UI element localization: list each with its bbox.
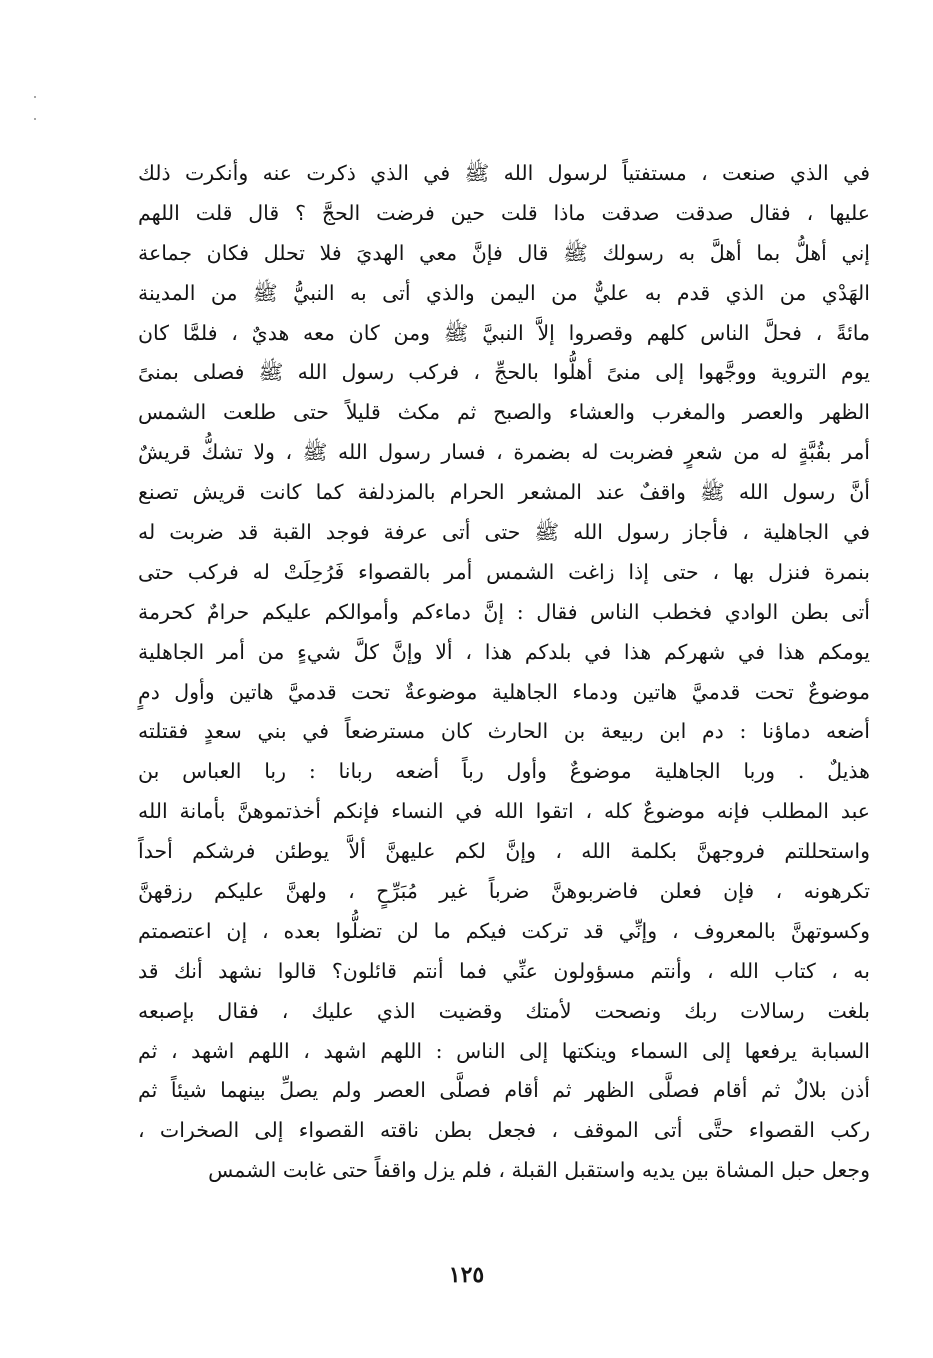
- scan-speck: [34, 96, 36, 98]
- text-line: بلغت رسالات ربك ونصحت لأمتك وقضيت الذي عليك ، فقال بإصبعه: [138, 998, 870, 1023]
- page-number: ١٢٥: [448, 1262, 485, 1288]
- text-line: يوم التروية ووجَّهوا إلى منىً أهلُّوا بالحجِّ ، فركب رسول الله ﷺ فصلى بمنىً: [138, 360, 870, 385]
- text-line: أمر بقُبَّةٍ له من شعرٍ فضربت له بضمرة ، فسار رسول الله ﷺ ، ولا تشكُّ قريشٌ: [138, 440, 870, 465]
- text-line: الهَدْي من الذي قدم به عليٌّ من اليمن والذي أتى به النبيُّ ﷺ من المدينة: [138, 280, 870, 305]
- page-body-text: [138, 154, 870, 1191]
- text-line: أنَّ رسول الله ﷺ واقفٌ عند المشعر الحرام بالمزدلفة كما كانت قريش تصنع: [138, 480, 870, 505]
- scan-speck: [34, 118, 36, 120]
- text-line: السبابة يرفعها إلى السماء وينكتها إلى الناس : اللهم اشهد ، اللهم اشهد ، ثم: [138, 1038, 870, 1063]
- text-line: في الجاهلية ، فأجاز رسول الله ﷺ حتى أتى عرفة فوجد القبة قد ضربت له: [138, 520, 870, 545]
- text-line: تكرهونه ، فإن فعلن فاضربوهنَّ ضرباً غير مُبَرِّحٍ ، ولهنَّ عليكم رزقهنَّ: [138, 879, 870, 904]
- text-line: ركب القصواء حتَّى أتى الموقف ، فجعل بطن ناقته القصواء إلى الصخرات ،: [138, 1118, 870, 1143]
- text-line: أتى بطن الوادي فخطب الناس فقال : إنَّ دماءكم وأموالكم عليكم حرامٌ كحرمة: [138, 599, 870, 624]
- text-line: موضوعٌ تحت قدميَّ هاتين ودماء الجاهلية موضوعةٌ تحت قدميَّ هاتين وأول دمٍ: [138, 679, 870, 704]
- text-line: بنمرة فنزل بها ، حتى إذا زاغت الشمس أمر بالقصواء فَرُحِلَتْ له فركب حتى: [138, 559, 870, 584]
- text-line: يومكم هذا في شهركم هذا في بلدكم هذا ، ألا وإنَّ كلَّ شيءٍ من أمر الجاهلية: [138, 639, 870, 664]
- text-line: في الذي صنعت ، مستفتياً لرسول الله ﷺ في الذي ذكرت عنه وأنكرت ذلك: [138, 161, 870, 185]
- text-line: مائةً ، فحلَّ الناس كلهم وقصروا إلاَّ النبيَّ ﷺ ومن كان معه هديٌ ، فلمَّا كان: [138, 320, 870, 345]
- text-line: الظهر والعصر والمغرب والعشاء والصبح ثم مكث قليلاً حتى طلعت الشمس: [138, 400, 870, 425]
- text-line: أضعه دماؤنا : دم ابن ربيعة بن الحارث كان مسترضعاً في بني سعدٍ فقتلته: [138, 719, 870, 744]
- text-line: أذن بلالٌ ثم أقام فصلَّى الظهر ثم أقام فصلَّى العصر ولم يصلِّ بينهما شيئاً ثم: [138, 1078, 870, 1103]
- text-line: هذيلٌ . وربا الجاهلية موضوعٌ وأول رباً أضعه ربانا : ربا العباس بن: [138, 759, 870, 784]
- text-line: واستحللتم فروجهنَّ بكلمة الله ، وإنَّ لكم عليهنَّ ألاَّ يوطئن فرشكم أحداً: [138, 839, 870, 864]
- text-line: به ، كتاب الله ، وأنتم مسؤولون عنِّي فما أنتم قائلون؟ قالوا نشهد أنك قد: [138, 958, 870, 983]
- text-line: عبد المطلب فإنه موضوعٌ كله ، اتقوا الله في النساء فإنكم أخذتموهنَّ بأمانة الله: [138, 799, 870, 824]
- text-line: عليها ، فقال صدقت صدقت ماذا قلت حين فرضت الحجَّ ؟ قال قلت اللهم: [138, 200, 870, 225]
- text-line: إني أهلُّ بما أهلَّ به رسولك ﷺ قال فإنَّ معي الهديَ فلا تحلل فكان جماعة: [138, 240, 870, 265]
- text-line: وجعل حبل المشاة بين يديه واستقبل القبلة ، فلم يزل واقفاً حتى غابت الشمس: [208, 1158, 870, 1183]
- text-line: وكسوتهنَّ بالمعروف ، وإنِّي قد تركت فيكم ما لن تضلُّوا بعده ، إن اعتصمتم: [138, 918, 870, 943]
